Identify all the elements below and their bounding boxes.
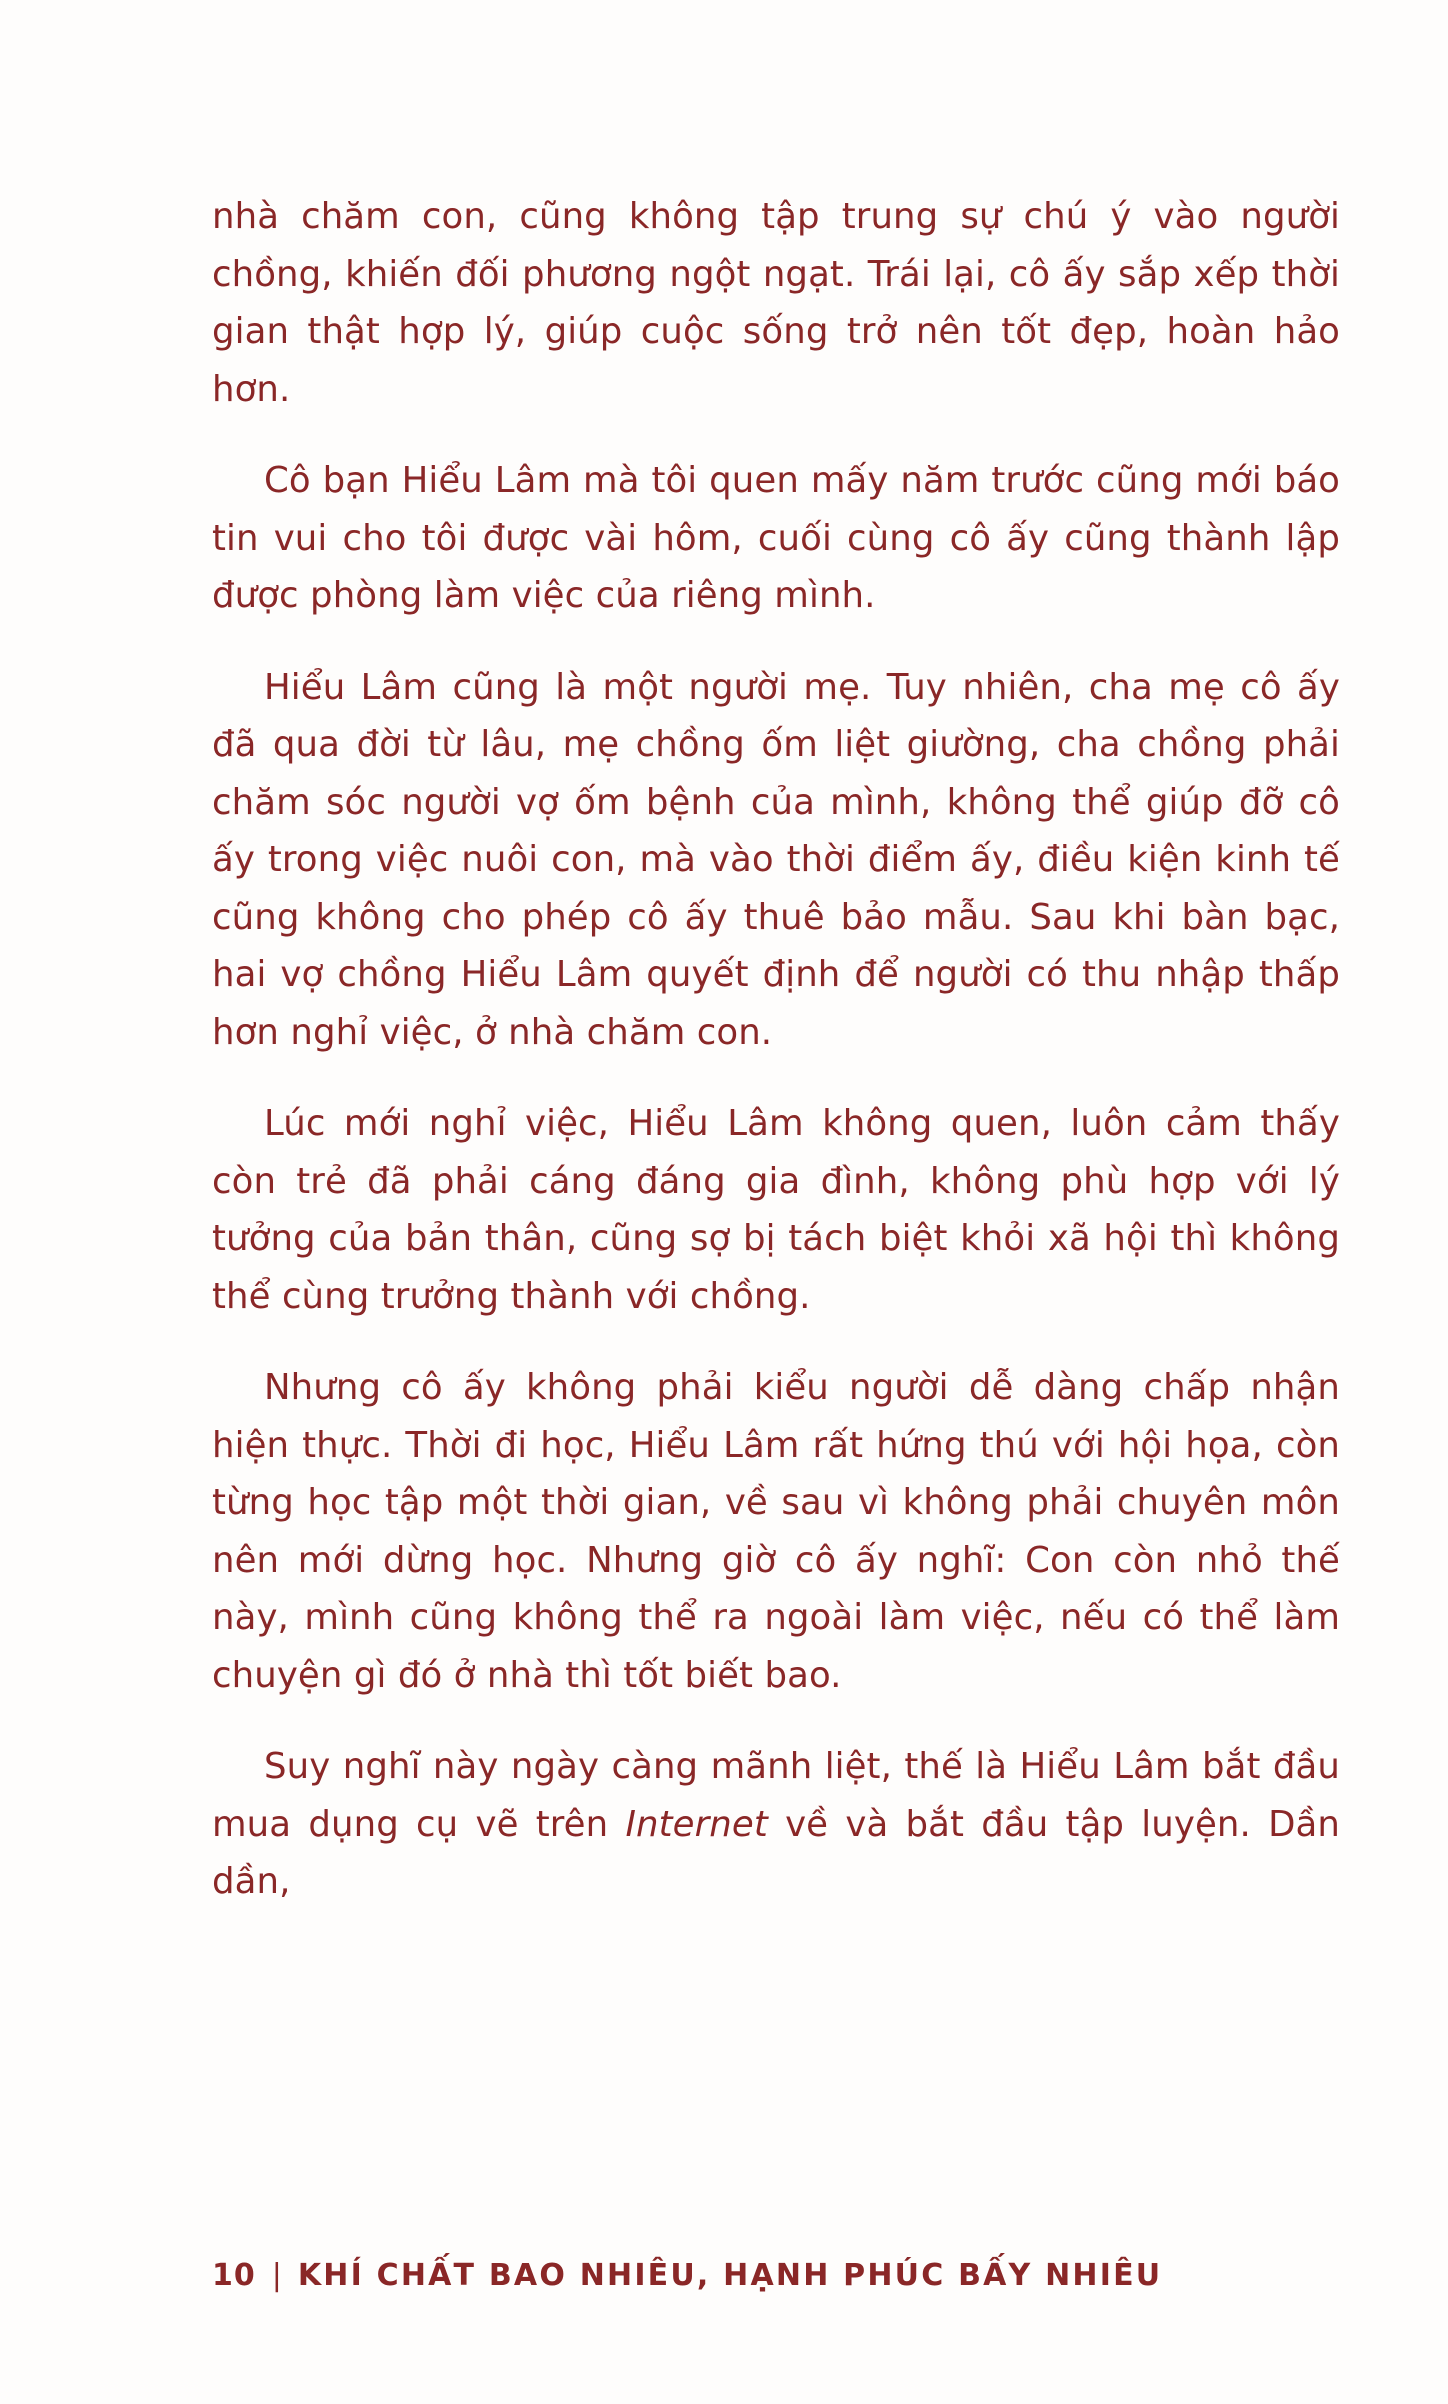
paragraph-6-text-before: Suy nghĩ này ngày càng mãnh liệt, thế là Hiểu Lâm bắt đầu mua dụng cụ vẽ trên [212,1746,1340,1845]
paragraph-6 [212,1738,1340,1911]
paragraph-4: Lúc mới nghỉ việc, Hiểu Lâm không quen, luôn cảm thấy còn trẻ đã phải cáng đáng gia đình, không phù hợp với lý tưởng của bản thân, cũng sợ bị tách biệt khỏi xã hội thì không thể cùng trưởng thành với chồng. [212,1103,1340,1317]
paragraph-6-text-after: về và bắt đầu tập luyện. Dần dần, [212,1803,1340,1902]
paragraph-1: nhà chăm con, cũng không tập trung sự chú ý vào người chồng, khiến đối phương ngột ngạt. Trái lại, cô ấy sắp xếp thời gian thật hợp lý, giúp cuộc sống trở nên tốt đẹp, hoàn hảo hơn. [212,196,1340,410]
page-number: 10 [212,2258,256,2293]
page-footer [212,2258,1340,2293]
book-title: KHÍ CHẤT BAO NHIÊU, HẠNH PHÚC BẤY NHIÊU [297,2258,1163,2293]
paragraph-3: Hiểu Lâm cũng là một người mẹ. Tuy nhiên, cha mẹ cô ấy đã qua đời từ lâu, mẹ chồng ốm liệt giường, cha chồng phải chăm sóc người vợ ốm bệnh của mình, không thể giúp đỡ cô ấy trong việc nuôi con, mà vào thời điểm ấy, điều kiện kinh tế cũng không cho phép cô ấy thuê bảo mẫu. Sau khi bàn bạc, hai vợ chồng Hiểu Lâm quyết định để người có thu nhập thấp hơn nghỉ việc, ở nhà chăm con. [212,666,1340,1053]
page-body-text [212,188,1340,1945]
footer-separator: | [271,2258,282,2293]
paragraph-5: Nhưng cô ấy không phải kiểu người dễ dàng chấp nhận hiện thực. Thời đi học, Hiểu Lâm rất hứng thú với hội họa, còn từng học tập một thời gian, về sau vì không phải chuyên môn nên mới dừng học. Nhưng giờ cô ấy nghĩ: Con còn nhỏ thế này, mình cũng không thể ra ngoài làm việc, nếu có thể làm chuyện gì đó ở nhà thì tốt biết bao. [212,1367,1340,1696]
paragraph-2: Cô bạn Hiểu Lâm mà tôi quen mấy năm trước cũng mới báo tin vui cho tôi được vài hôm, cuối cùng cô ấy cũng thành lập được phòng làm việc của riêng mình. [212,460,1340,616]
italic-term-internet: Internet [625,1803,768,1845]
